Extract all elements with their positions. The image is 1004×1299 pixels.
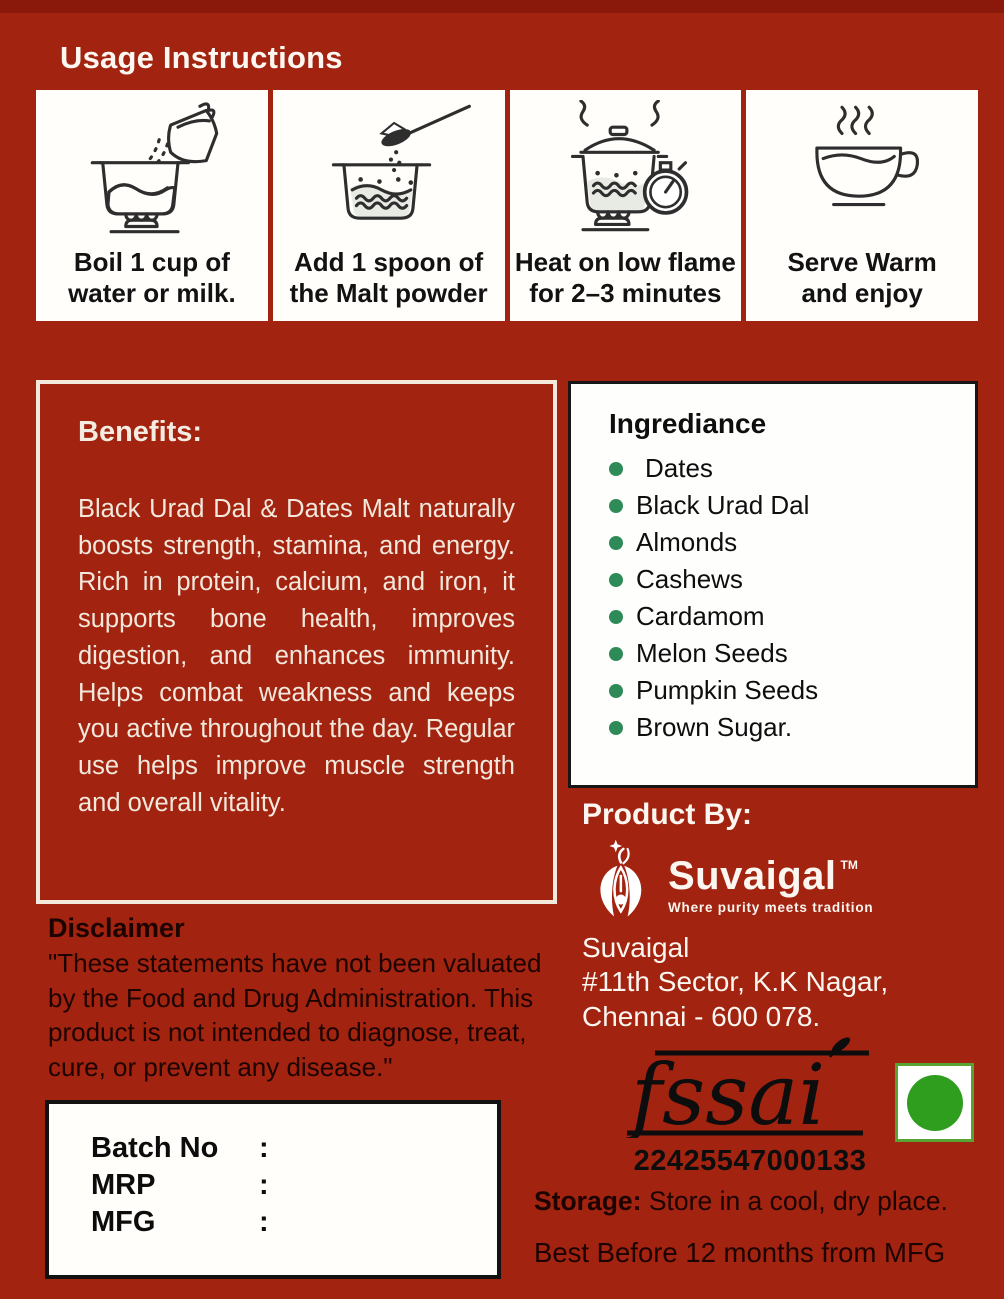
- suvaigal-flower-icon: [582, 838, 658, 924]
- bullet-dot-icon: [609, 721, 623, 735]
- step-caption-line: the Malt powder: [289, 277, 488, 308]
- pot-pouring-water-icon: [63, 100, 241, 238]
- batch-row: [91, 1130, 497, 1167]
- ingredient-item: Dates: [609, 450, 967, 487]
- benefits-body: Black Urad Dal & Dates Malt naturally boosts strength, stamina, and energy. Rich in protein, calcium, and iron, it supports bone health, improves digestion, and enhances immunity. Helps combat weakness and keeps you active throughout the day. Regular use helps improve muscle strength and overall vitality.: [78, 495, 515, 817]
- benefits-box: [36, 380, 557, 904]
- step-caption-line: Heat on low flame: [514, 246, 736, 277]
- ingredients-title: Ingrediance: [609, 408, 767, 439]
- bullet-dot-icon: [609, 610, 623, 624]
- trademark-mark: TM: [840, 858, 858, 872]
- colon-separator: :: [259, 1169, 269, 1201]
- brand-logo-row: [582, 838, 982, 924]
- svg-text:fssai: fssai: [631, 1046, 826, 1138]
- ingredient-item: Almonds: [609, 524, 967, 561]
- step-caption-line: and enjoy: [801, 277, 923, 308]
- step-caption-line: Boil 1 cup of: [73, 246, 230, 277]
- ingredients-list: [609, 450, 967, 746]
- address-line: Chennai - 600 078.: [582, 1000, 821, 1032]
- brand-tagline: Where purity meets tradition: [668, 900, 874, 915]
- usage-instructions-title: Usage Instructions: [60, 40, 343, 75]
- bullet-dot-icon: [609, 499, 623, 513]
- step-caption-line: Serve Warm: [787, 246, 937, 277]
- benefits-title: Benefits:: [78, 416, 203, 448]
- mfg-label: MFG: [91, 1206, 156, 1238]
- ingredients-box: [568, 381, 978, 788]
- ingredient-item: Black Urad Dal: [609, 487, 967, 524]
- steaming-cup-icon: [773, 100, 951, 238]
- usage-step-add-powder: [273, 90, 505, 321]
- brand-name: Suvaigal: [668, 854, 837, 898]
- step-caption: [68, 247, 236, 309]
- storage-label: Storage:: [534, 1186, 642, 1216]
- colon-separator: :: [259, 1206, 269, 1238]
- batch-no-label: Batch No: [91, 1132, 219, 1164]
- bullet-dot-icon: [609, 684, 623, 698]
- fssai-certification: [620, 1036, 880, 1178]
- step-caption: [290, 247, 488, 309]
- batch-info-box: [45, 1100, 501, 1279]
- producer-section: [582, 798, 982, 1034]
- brand-name-line: [668, 854, 873, 899]
- batch-row: [91, 1167, 497, 1204]
- step-caption-line: water or milk.: [68, 277, 236, 308]
- disclaimer-section: [48, 913, 564, 1084]
- disclaimer-body: "These statements have not been valuated by the Food and Drug Administration. This product is not intended to diagnose, treat, cure, or prevent any disease.": [48, 948, 542, 1082]
- fssai-license-number: 22425547000133: [633, 1145, 867, 1177]
- step-caption-line: for 2–3 minutes: [529, 277, 722, 308]
- step-caption: [787, 247, 936, 309]
- usage-step-serve: [746, 90, 978, 321]
- ingredient-item: Pumpkin Seeds: [609, 672, 967, 709]
- step-caption-line: Add 1 spoon of: [294, 246, 484, 277]
- ingredient-item: Cashews: [609, 561, 967, 598]
- colon-separator: :: [259, 1132, 269, 1164]
- bullet-dot-icon: [609, 462, 623, 476]
- mrp-label: MRP: [91, 1169, 156, 1201]
- ingredient-item: Brown Sugar.: [609, 709, 967, 746]
- usage-step-boil: [36, 90, 268, 321]
- pot-spoon-powder-icon: [300, 100, 478, 238]
- usage-steps-row: [36, 90, 978, 321]
- bullet-dot-icon: [609, 573, 623, 587]
- brand-text-block: [668, 838, 873, 915]
- product-by-heading: Product By:: [582, 798, 753, 831]
- usage-step-heat: [510, 90, 742, 321]
- ingredient-item: Cardamom: [609, 598, 967, 635]
- storage-text: Store in a cool, dry place.: [641, 1186, 948, 1216]
- storage-instruction: [534, 1186, 948, 1217]
- best-before-text: Best Before 12 months from MFG: [534, 1237, 946, 1268]
- address-line: #11th Sector, K.K Nagar,: [582, 966, 889, 998]
- address-line: Suvaigal: [582, 932, 690, 963]
- veg-symbol-icon: [895, 1063, 974, 1142]
- fssai-logo-icon: [620, 1036, 880, 1143]
- batch-row: [91, 1204, 497, 1241]
- veg-dot: [907, 1075, 963, 1131]
- step-caption: [515, 247, 736, 309]
- bullet-dot-icon: [609, 647, 623, 661]
- ingredient-item: Melon Seeds: [609, 635, 967, 672]
- top-accent-band: [0, 0, 1004, 13]
- producer-address: [582, 931, 982, 1034]
- bullet-dot-icon: [609, 536, 623, 550]
- pot-timer-icon: [537, 100, 715, 238]
- disclaimer-title: Disclaimer: [48, 913, 185, 943]
